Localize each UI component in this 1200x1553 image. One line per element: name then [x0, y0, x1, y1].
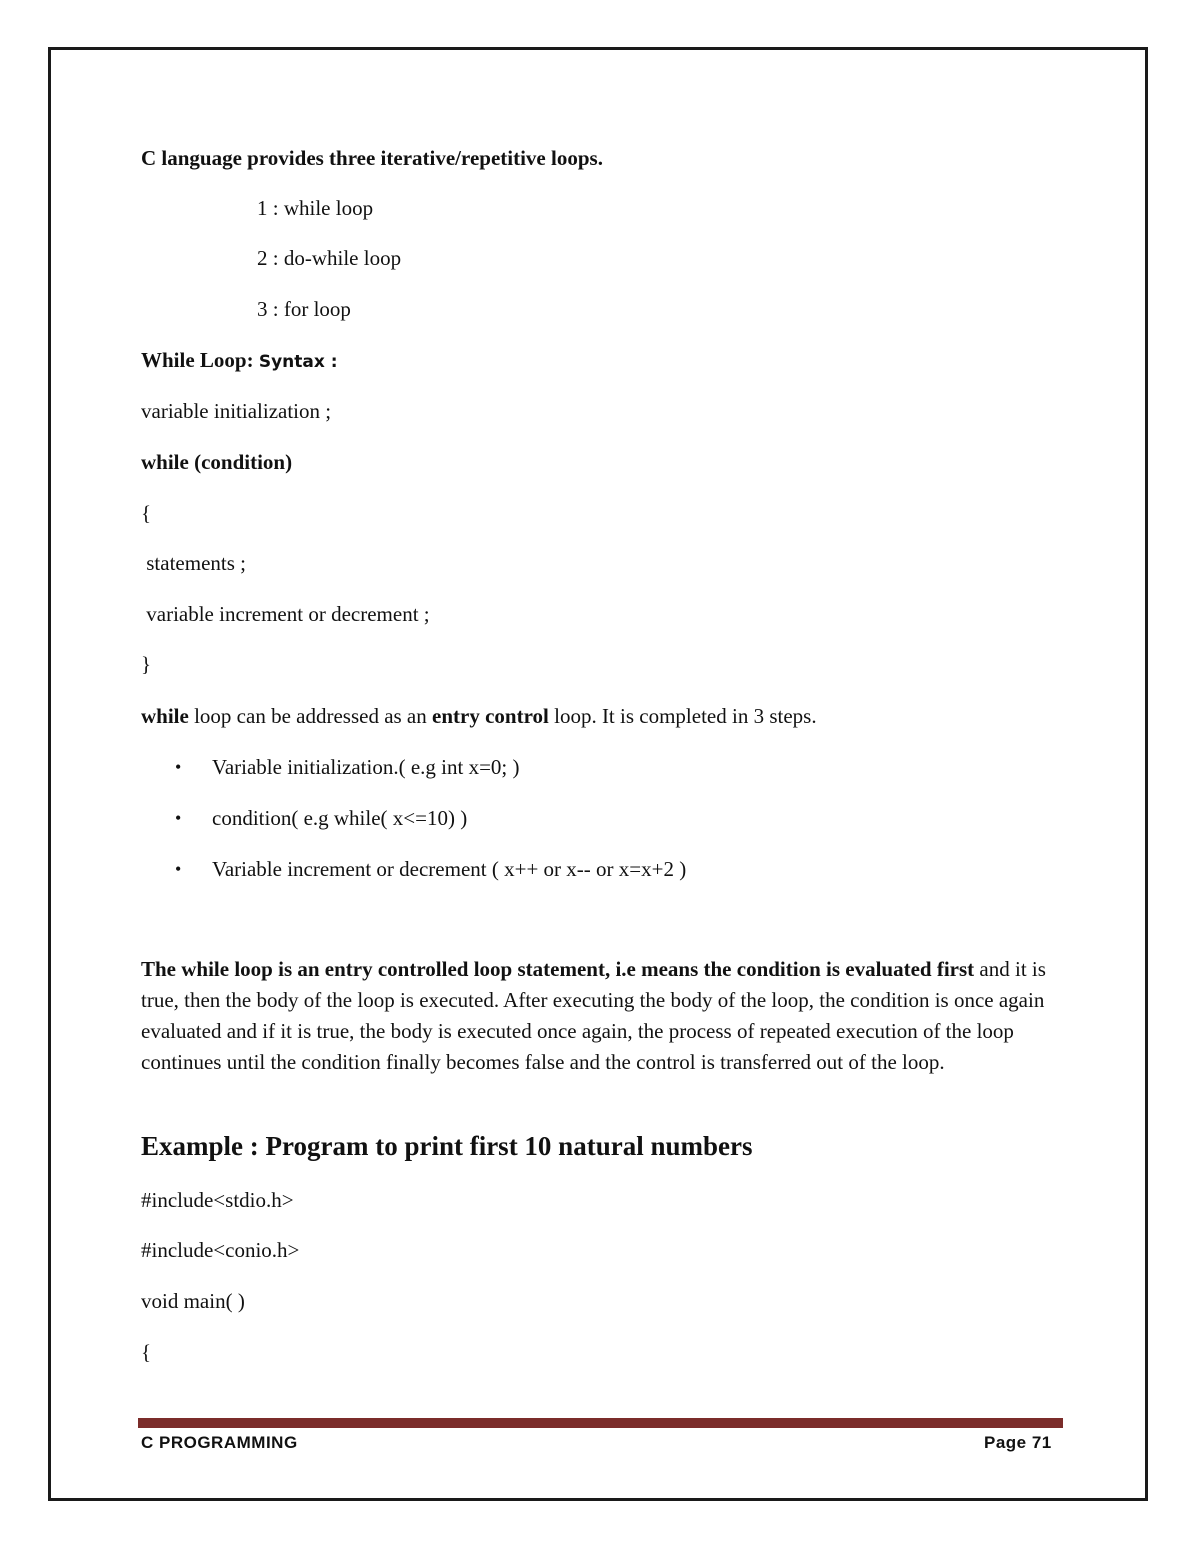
syntax-title-main: While Loop: [141, 348, 259, 372]
entry-control-sentence [141, 703, 817, 729]
syntax-line: { [141, 501, 152, 525]
bullet-icon: • [175, 757, 182, 777]
code-line: void main( ) [141, 1289, 245, 1313]
code-line: #include<stdio.h> [141, 1188, 294, 1212]
sentence-part: loop can be addressed as an [188, 704, 433, 728]
page-number: Page 71 [984, 1433, 1052, 1452]
step-item: Variable increment or decrement ( x++ or x-- or x=x+2 ) [212, 857, 687, 881]
syntax-title [141, 347, 338, 375]
loop-item-2: 2 : do-while loop [257, 246, 402, 270]
syntax-title-label: Syntax : [258, 352, 338, 372]
bullet-icon: • [175, 808, 182, 828]
step-item: Variable initialization.( e.g int x=0; ) [212, 755, 520, 779]
loop-item-1: 1 : while loop [257, 196, 374, 220]
bullet-icon: • [175, 859, 182, 879]
keyword-while: while [141, 704, 189, 728]
syntax-line: variable initialization ; [141, 399, 332, 423]
sentence-part: loop. It is completed in 3 steps. [548, 704, 817, 728]
keyword-entry-control: entry control [432, 704, 549, 728]
footer-rule [138, 1418, 1063, 1428]
code-line: { [141, 1340, 152, 1364]
syntax-line: statements ; [141, 551, 246, 575]
intro-heading: C language provides three iterative/repetitive loops. [141, 146, 603, 170]
description-paragraph [141, 954, 1051, 1078]
footer-title: C PROGRAMMING [141, 1433, 298, 1452]
description-text: and it is true, then the body of the loop is executed. After executing the body of the loop, the condition is once again evaluated and if it is true, the body is executed once again, the process of repeated execution of the loop continues until the condition finally becomes false and the control is transferred out of the loop. [141, 957, 1046, 1074]
syntax-line: } [141, 652, 152, 676]
step-item: condition( e.g while( x<=10) ) [212, 806, 468, 830]
syntax-line: variable increment or decrement ; [141, 602, 430, 626]
description-bold: The while loop is an entry controlled loop statement, i.e means the condition is evaluated first [141, 957, 975, 981]
example-heading: Example : Program to print first 10 natural numbers [141, 1131, 753, 1161]
loop-item-3: 3 : for loop [257, 297, 351, 321]
syntax-line: while (condition) [141, 450, 293, 474]
code-line: #include<conio.h> [141, 1238, 300, 1262]
